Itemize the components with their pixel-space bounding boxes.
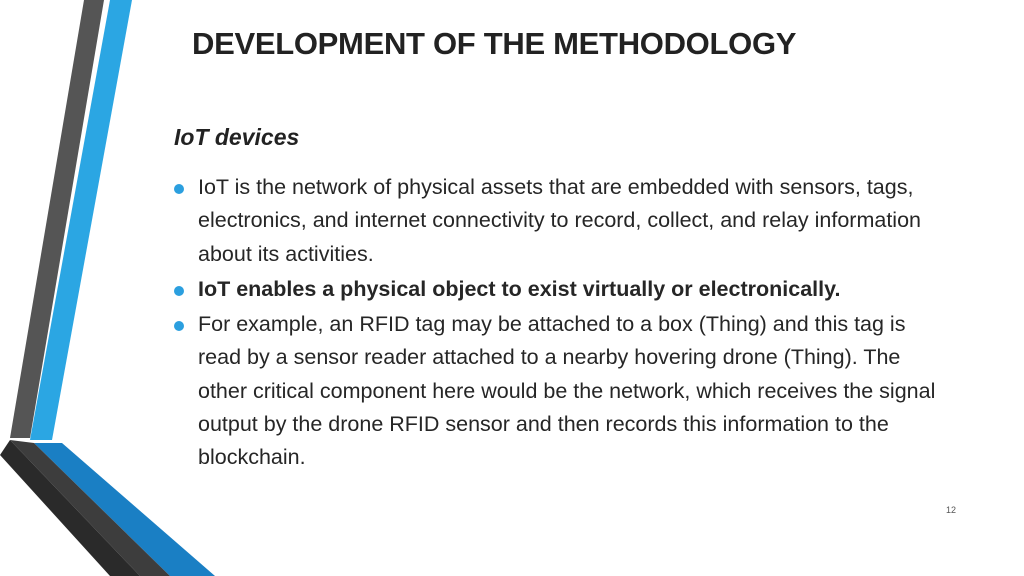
section-subheading: IoT devices <box>174 124 300 150</box>
bullet-dot-icon <box>174 286 184 296</box>
bullet-list <box>174 171 944 477</box>
bullet-text: IoT enables a physical object to exist virtually or electronically. <box>198 276 841 301</box>
bullet-item <box>174 171 944 271</box>
bullet-text: For example, an RFID tag may be attached to a box (Thing) and this tag is read by a sensor reader attached to a nearby hovering drone (Thing). The other critical component here would be the network, which receives the signal output by the drone RFID sensor and then records this information to the blockchain. <box>198 312 936 470</box>
bullet-text: IoT is the network of physical assets that are embedded with sensors, tags, electronics, and internet connectivity to record, collect, and relay information about its activities. <box>198 175 922 266</box>
slide-title: DEVELOPMENT OF THE METHODOLOGY <box>192 26 797 61</box>
bullet-item-emphasis <box>174 273 944 306</box>
bullet-dot-icon <box>174 321 184 331</box>
stripe-gray-diagonal <box>10 440 170 576</box>
bullet-item <box>174 308 944 474</box>
page-number: 12 <box>946 505 957 515</box>
bullet-dot-icon <box>174 184 184 194</box>
